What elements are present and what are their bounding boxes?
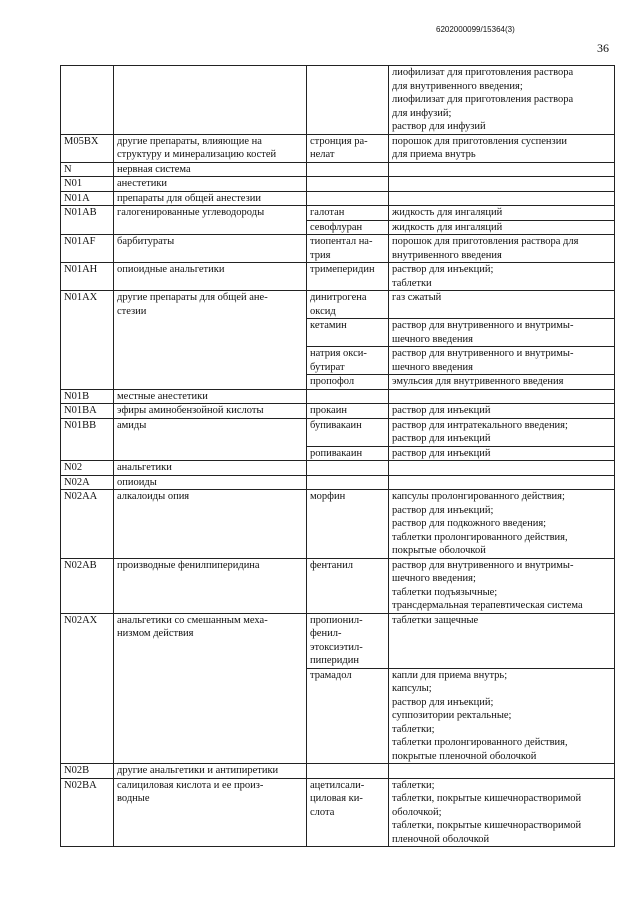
- substance-cell: [307, 778, 389, 847]
- dosage-form-cell: [389, 235, 615, 263]
- dosage-form-cell-line: порошок для приготовления суспензии: [392, 135, 567, 147]
- substance-cell-line: ропивакаин: [310, 447, 363, 459]
- atc-group-cell-line: низмом действия: [117, 628, 194, 639]
- table-row: [61, 461, 615, 476]
- substance-cell-line: кетамин: [310, 320, 347, 331]
- atc-group-cell-line: другие препараты для общей ане-: [117, 292, 268, 303]
- dosage-form-cell-line: трансдермальная терапевтическая система: [392, 600, 583, 611]
- substance-cell-line: тиопентал на-: [310, 236, 373, 247]
- atc-group-cell-line: анестетики: [117, 178, 168, 189]
- dosage-form-cell-line: порошок для приготовления раствора для: [392, 236, 579, 247]
- dosage-form-cell-line: раствор для инъекций: [392, 447, 491, 459]
- substance-cell-line: слота: [310, 806, 335, 818]
- dosage-form-cell-line: таблетки, покрытые кишечнорастворимой: [392, 793, 582, 804]
- dosage-form-cell-line: покрытые оболочкой: [392, 545, 486, 556]
- substance-cell: [307, 668, 389, 764]
- atc-code-cell: N02A: [61, 475, 114, 490]
- dosage-form-cell-line: раствор для подкожного введения;: [392, 518, 547, 529]
- dosage-form-cell-line: раствор для внутривенного и внутримы-: [392, 348, 574, 359]
- substance-cell: [307, 206, 389, 221]
- dosage-form-cell: [389, 446, 615, 461]
- dosage-form-cell: [389, 291, 615, 319]
- atc-code-cell: N02AB: [61, 558, 114, 613]
- substance-cell-line: бупивакаин: [310, 419, 362, 431]
- dosage-form-cell-line: жидкость для ингаляций: [392, 207, 503, 218]
- substance-cell-line: фентанил: [310, 559, 353, 571]
- atc-code-cell: N01B: [61, 389, 114, 404]
- table-row: [61, 778, 615, 847]
- dosage-form-cell: [389, 475, 615, 490]
- dosage-form-cell-line: суппозитории ректальные;: [392, 710, 512, 721]
- atc-group-cell: [114, 613, 307, 764]
- substance-cell: [307, 319, 389, 347]
- atc-code-cell: N01A: [61, 191, 114, 206]
- substance-cell-line: тримеперидин: [310, 264, 375, 275]
- substance-cell: [307, 220, 389, 235]
- dosage-form-cell-line: эмульсия для внутривенного введения: [392, 376, 564, 387]
- substance-cell-line: галотан: [310, 207, 345, 218]
- atc-group-cell-line: другие препараты, влияющие на: [117, 135, 262, 147]
- substance-cell: [307, 389, 389, 404]
- dosage-form-cell-line: таблетки;: [392, 723, 435, 735]
- substance-cell: [307, 404, 389, 419]
- dosage-form-cell-line: таблетки, покрытые кишечнорастворимой: [392, 820, 582, 831]
- substance-cell: [307, 764, 389, 779]
- atc-group-cell: [114, 461, 307, 476]
- dosage-form-cell: [389, 177, 615, 192]
- atc-group-cell: [114, 263, 307, 291]
- atc-code-cell: N02BA: [61, 778, 114, 847]
- medicines-table: [60, 65, 615, 847]
- dosage-form-cell: [389, 418, 615, 446]
- atc-group-cell: [114, 490, 307, 559]
- atc-group-cell-line: производные фенилпиперидина: [117, 559, 260, 571]
- atc-code-cell: N01: [61, 177, 114, 192]
- dosage-form-cell-line: таблетки пролонгированного действия,: [392, 531, 568, 543]
- dosage-form-cell-line: таблетки пролонгированного действия,: [392, 737, 568, 748]
- dosage-form-cell-line: для внутривенного введения;: [392, 80, 523, 92]
- atc-group-cell: [114, 291, 307, 390]
- atc-group-cell: [114, 389, 307, 404]
- substance-cell: [307, 490, 389, 559]
- dosage-form-cell: [389, 668, 615, 764]
- atc-group-cell: [114, 191, 307, 206]
- dosage-form-cell-line: раствор для инъекций: [392, 405, 491, 416]
- substance-cell: [307, 558, 389, 613]
- substance-cell-line: севофлуран: [310, 221, 363, 233]
- dosage-form-cell: [389, 66, 615, 135]
- substance-cell: [307, 291, 389, 319]
- dosage-form-cell-line: раствор для инъекций;: [392, 696, 494, 708]
- dosage-form-cell: [389, 558, 615, 613]
- atc-code-cell: N02B: [61, 764, 114, 779]
- dosage-form-cell-line: таблетки;: [392, 779, 435, 791]
- dosage-form-cell-line: раствор для внутривенного и внутримы-: [392, 559, 574, 571]
- dosage-form-cell-line: шечного введения: [392, 333, 474, 345]
- dosage-form-cell-line: капсулы;: [392, 683, 432, 694]
- table-row: [61, 235, 615, 263]
- dosage-form-cell: [389, 134, 615, 162]
- dosage-form-cell-line: раствор для инъекций;: [392, 504, 494, 516]
- dosage-form-cell-line: жидкость для ингаляций: [392, 221, 503, 233]
- dosage-form-cell: [389, 191, 615, 206]
- substance-cell-line: динитрогена: [310, 292, 367, 303]
- dosage-form-cell-line: шечного введения;: [392, 573, 476, 584]
- atc-group-cell-line: анальгетики со смешанным меха-: [117, 614, 268, 626]
- atc-code-cell: M05BX: [61, 134, 114, 162]
- atc-group-cell: [114, 778, 307, 847]
- substance-cell: [307, 475, 389, 490]
- table-row: [61, 66, 615, 135]
- table-row: [61, 764, 615, 779]
- table-row: [61, 291, 615, 319]
- substance-cell-line: ацетилсали-: [310, 779, 365, 791]
- substance-cell-line: стронция ра-: [310, 135, 368, 147]
- dosage-form-cell-line: капсулы пролонгированного действия;: [392, 491, 565, 502]
- atc-group-cell-line: структуру и минерализацию костей: [117, 149, 277, 160]
- dosage-form-cell-line: раствор для внутривенного и внутримы-: [392, 320, 574, 331]
- dosage-form-cell-line: раствор для инъекций;: [392, 264, 494, 275]
- substance-cell-line: нелат: [310, 149, 335, 160]
- substance-cell-line: этоксиэтил-: [310, 641, 363, 653]
- substance-cell: [307, 446, 389, 461]
- dosage-form-cell: [389, 162, 615, 177]
- atc-group-cell: [114, 134, 307, 162]
- atc-code-cell: N01AF: [61, 235, 114, 263]
- atc-code-cell: N01BA: [61, 404, 114, 419]
- table-row: [61, 558, 615, 613]
- dosage-form-cell: [389, 347, 615, 375]
- atc-code-cell: N01AH: [61, 263, 114, 291]
- dosage-form-cell-line: покрытые пленочной оболочкой: [392, 750, 537, 762]
- table-row: [61, 191, 615, 206]
- atc-code-cell: N02AA: [61, 490, 114, 559]
- atc-group-cell: [114, 558, 307, 613]
- substance-cell: [307, 66, 389, 135]
- substance-cell-line: пропофол: [310, 376, 355, 387]
- table-row: [61, 263, 615, 291]
- table-row: [61, 418, 615, 446]
- atc-group-cell-line: нервная система: [117, 163, 191, 175]
- atc-group-cell-line: анальгетики: [117, 462, 172, 473]
- substance-cell: [307, 375, 389, 390]
- atc-code-cell: N01BB: [61, 418, 114, 461]
- dosage-form-cell-line: раствор для инфузий: [392, 121, 486, 132]
- table-row: [61, 134, 615, 162]
- table-row: [61, 613, 615, 668]
- atc-group-cell-line: галогенированные углеводороды: [117, 207, 265, 218]
- atc-group-cell: [114, 177, 307, 192]
- page-number: 36: [597, 41, 609, 55]
- table-row: [61, 404, 615, 419]
- substance-cell-line: бутират: [310, 361, 345, 373]
- atc-group-cell-line: стезии: [117, 305, 147, 317]
- atc-group-cell-line: местные анестетики: [117, 390, 208, 402]
- dosage-form-cell-line: лиофилизат для приготовления раствора: [392, 67, 574, 78]
- table-row: [61, 490, 615, 559]
- dosage-form-cell-line: шечного введения: [392, 361, 474, 373]
- substance-cell-line: морфин: [310, 491, 346, 502]
- dosage-form-cell-line: внутривенного введения: [392, 249, 502, 261]
- table-row: [61, 177, 615, 192]
- dosage-form-cell-line: лиофилизат для приготовления раствора: [392, 94, 574, 105]
- substance-cell-line: оксид: [310, 305, 336, 317]
- substance-cell: [307, 162, 389, 177]
- dosage-form-cell-line: таблетки подъязычные;: [392, 586, 498, 598]
- atc-group-cell-line: барбитураты: [117, 236, 175, 247]
- substance-cell-line: прокаин: [310, 405, 347, 416]
- dosage-form-cell: [389, 220, 615, 235]
- dosage-form-cell: [389, 404, 615, 419]
- dosage-form-cell-line: раствор для интратекального введения;: [392, 419, 568, 431]
- dosage-form-cell: [389, 206, 615, 221]
- atc-group-cell: [114, 162, 307, 177]
- dosage-form-cell-line: таблетки защечные: [392, 614, 479, 626]
- substance-cell: [307, 461, 389, 476]
- dosage-form-cell-line: таблетки: [392, 277, 432, 289]
- dosage-form-cell: [389, 490, 615, 559]
- dosage-form-cell-line: для приема внутрь: [392, 149, 476, 160]
- atc-group-cell: [114, 235, 307, 263]
- dosage-form-cell: [389, 461, 615, 476]
- substance-cell: [307, 613, 389, 668]
- dosage-form-cell: [389, 389, 615, 404]
- dosage-form-cell-line: раствор для инъекций: [392, 433, 491, 444]
- substance-cell: [307, 177, 389, 192]
- atc-group-cell-line: препараты для общей анестезии: [117, 192, 261, 204]
- substance-cell: [307, 347, 389, 375]
- substance-cell-line: циловая ки-: [310, 793, 363, 804]
- atc-group-cell: [114, 66, 307, 135]
- dosage-form-cell: [389, 778, 615, 847]
- table-row: [61, 162, 615, 177]
- atc-group-cell-line: салициловая кислота и ее произ-: [117, 779, 264, 791]
- atc-group-cell-line: алкалоиды опия: [117, 491, 190, 502]
- atc-group-cell-line: опиоидные анальгетики: [117, 264, 225, 275]
- dosage-form-cell-line: капли для приема внутрь;: [392, 669, 508, 681]
- dosage-form-cell-line: оболочкой;: [392, 806, 442, 818]
- substance-cell-line: трия: [310, 249, 331, 261]
- substance-cell-line: трамадол: [310, 669, 352, 681]
- substance-cell: [307, 263, 389, 291]
- document-number: 6202000099/15364(3): [436, 25, 515, 34]
- substance-cell-line: фенил-: [310, 628, 342, 639]
- substance-cell-line: натрия окси-: [310, 348, 367, 359]
- dosage-form-cell: [389, 263, 615, 291]
- substance-cell: [307, 134, 389, 162]
- atc-group-cell-line: другие анальгетики и антипиретики: [117, 765, 279, 776]
- table-row: [61, 389, 615, 404]
- atc-group-cell-line: водные: [117, 793, 150, 804]
- substance-cell: [307, 191, 389, 206]
- atc-group-cell-line: амиды: [117, 419, 147, 431]
- table-row: [61, 206, 615, 221]
- dosage-form-cell-line: газ сжатый: [392, 292, 442, 303]
- atc-group-cell: [114, 404, 307, 419]
- atc-code-cell: N01AB: [61, 206, 114, 235]
- atc-group-cell: [114, 764, 307, 779]
- dosage-form-cell: [389, 319, 615, 347]
- substance-cell-line: пиперидин: [310, 655, 359, 666]
- dosage-form-cell: [389, 613, 615, 668]
- atc-code-cell: N02: [61, 461, 114, 476]
- substance-cell: [307, 418, 389, 446]
- dosage-form-cell-line: пленочной оболочкой: [392, 833, 490, 845]
- atc-group-cell: [114, 418, 307, 461]
- substance-cell: [307, 235, 389, 263]
- atc-group-cell: [114, 206, 307, 235]
- atc-group-cell: [114, 475, 307, 490]
- atc-code-cell: N: [61, 162, 114, 177]
- atc-code-cell: N01AX: [61, 291, 114, 390]
- dosage-form-cell-line: для инфузий;: [392, 107, 452, 119]
- atc-code-cell: N02AX: [61, 613, 114, 764]
- dosage-form-cell: [389, 764, 615, 779]
- atc-group-cell-line: опиоиды: [117, 476, 157, 488]
- atc-group-cell-line: эфиры аминобензойной кислоты: [117, 405, 264, 416]
- table-row: [61, 475, 615, 490]
- dosage-form-cell: [389, 375, 615, 390]
- atc-code-cell: [61, 66, 114, 135]
- substance-cell-line: пропионил-: [310, 614, 363, 626]
